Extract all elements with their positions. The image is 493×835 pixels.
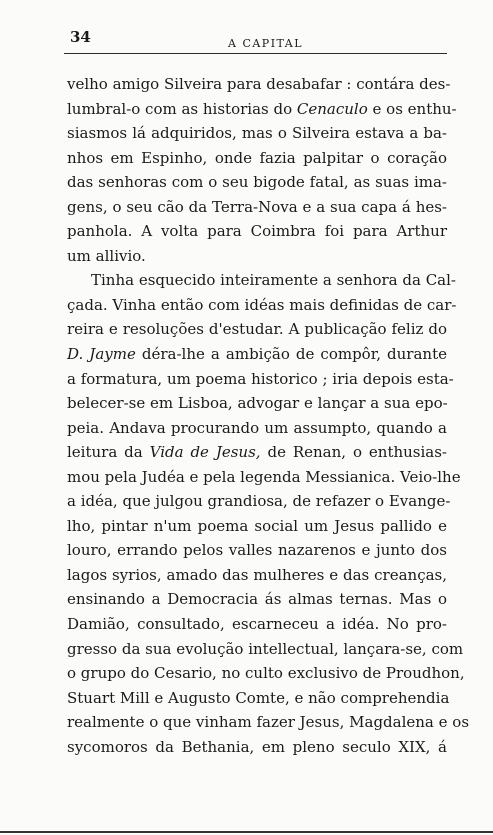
text-segment: gresso da sua evolução intellectual, lançara-se, com <box>67 639 464 658</box>
text-segment: lho, pintar n'um poema social um Jesus pallido e <box>67 516 447 535</box>
text-line <box>67 146 447 171</box>
page-number: 34 <box>70 28 91 46</box>
text-line <box>67 391 447 416</box>
bottom-rule <box>0 831 493 833</box>
text-line <box>67 317 447 342</box>
text-segment: ensinando a Democracia ás almas ternas. Mas o <box>67 590 447 609</box>
text-line <box>67 465 461 490</box>
text-segment: nhos em Espinho, onde fazia palpitar o coração <box>67 148 447 167</box>
italic-title: D. Jayme <box>67 345 136 364</box>
text-line <box>67 219 447 244</box>
text-segment: reira e resoluções d'estudar. A publicação feliz do <box>67 320 447 339</box>
text-segment: siasmos lá adquiridos, mas o Silveira estava a ba- <box>67 124 447 143</box>
text-line <box>67 170 447 195</box>
text-segment: realmente o que vinham fazer Jesus, Magdalena e os <box>67 713 470 732</box>
text-line <box>67 612 447 637</box>
text-segment: panhola. A volta para Coimbra foi para Arthur <box>67 222 447 241</box>
text-segment: Damião, consultado, escarneceu a idéa. No pro- <box>67 615 447 634</box>
text-segment: de Renan, o enthusias- <box>260 443 447 462</box>
text-line <box>67 416 447 441</box>
text-segment: çada. Vinha então com idéas mais definidas de car- <box>67 295 457 314</box>
running-head: A CAPITAL <box>228 37 304 50</box>
text-line <box>67 637 464 662</box>
text-segment: louro, errando pelos valles nazarenos e junto dos <box>67 541 447 560</box>
text-line <box>67 686 450 711</box>
text-line <box>67 268 456 293</box>
text-line <box>67 489 451 514</box>
text-segment: a formatura, um poema historico ; iria depois esta- <box>67 369 454 388</box>
text-line <box>67 710 470 735</box>
text-line <box>67 563 447 588</box>
text-segment: Stuart Mill e Augusto Comte, e não comprehendia <box>67 688 450 707</box>
text-segment: Tinha esquecido inteiramente a senhora da Cal- <box>91 271 456 290</box>
text-segment: leitura da <box>67 443 150 462</box>
text-segment: a idéa, que julgou grandiosa, de refazer o Evange- <box>67 492 451 511</box>
text-line <box>67 367 454 392</box>
text-segment: sycomoros da Bethania, em pleno seculo XIX, á <box>67 737 447 756</box>
text-segment: gens, o seu cão da Terra-Nova e a sua capa á hes- <box>67 197 447 216</box>
text-segment: e os enthu- <box>367 99 457 118</box>
body-text <box>67 72 470 759</box>
text-line <box>67 661 465 686</box>
text-line <box>67 342 447 367</box>
italic-title: Cenaculo <box>296 99 368 118</box>
text-segment: velho amigo Silveira para desabafar : contára des- <box>67 75 451 93</box>
text-segment: déra-lhe a ambição de compôr, durante <box>135 345 447 364</box>
text-segment: belecer-se em Lisboa, advogar e lançar a sua epo- <box>67 394 448 413</box>
text-segment: o grupo do Cesario, no culto exclusivo de Proudhon, <box>67 664 465 683</box>
text-line <box>67 514 447 539</box>
text-segment: das senhoras com o seu bigode fatal, as suas ima- <box>67 173 447 192</box>
text-segment: mou pela Judéa e pela legenda Messianica. Veio-lhe <box>67 467 461 486</box>
italic-title: Vida de Jesus, <box>149 443 261 462</box>
header-rule <box>64 53 447 54</box>
text-segment: um allivio. <box>67 246 146 265</box>
text-line <box>67 587 447 612</box>
text-line <box>67 440 447 465</box>
text-line <box>67 293 457 318</box>
text-line <box>67 97 457 122</box>
text-segment: lumbral-o com as historias do <box>67 99 297 118</box>
text-line <box>67 72 451 97</box>
text-line <box>67 244 447 269</box>
text-line <box>67 121 447 146</box>
text-line <box>67 195 447 220</box>
text-segment: lagos syrios, amado das mulheres e das creanças, <box>67 565 447 584</box>
text-line <box>67 538 447 563</box>
text-segment: peia. Andava procurando um assumpto, quando a <box>67 418 447 437</box>
text-line <box>67 735 447 760</box>
